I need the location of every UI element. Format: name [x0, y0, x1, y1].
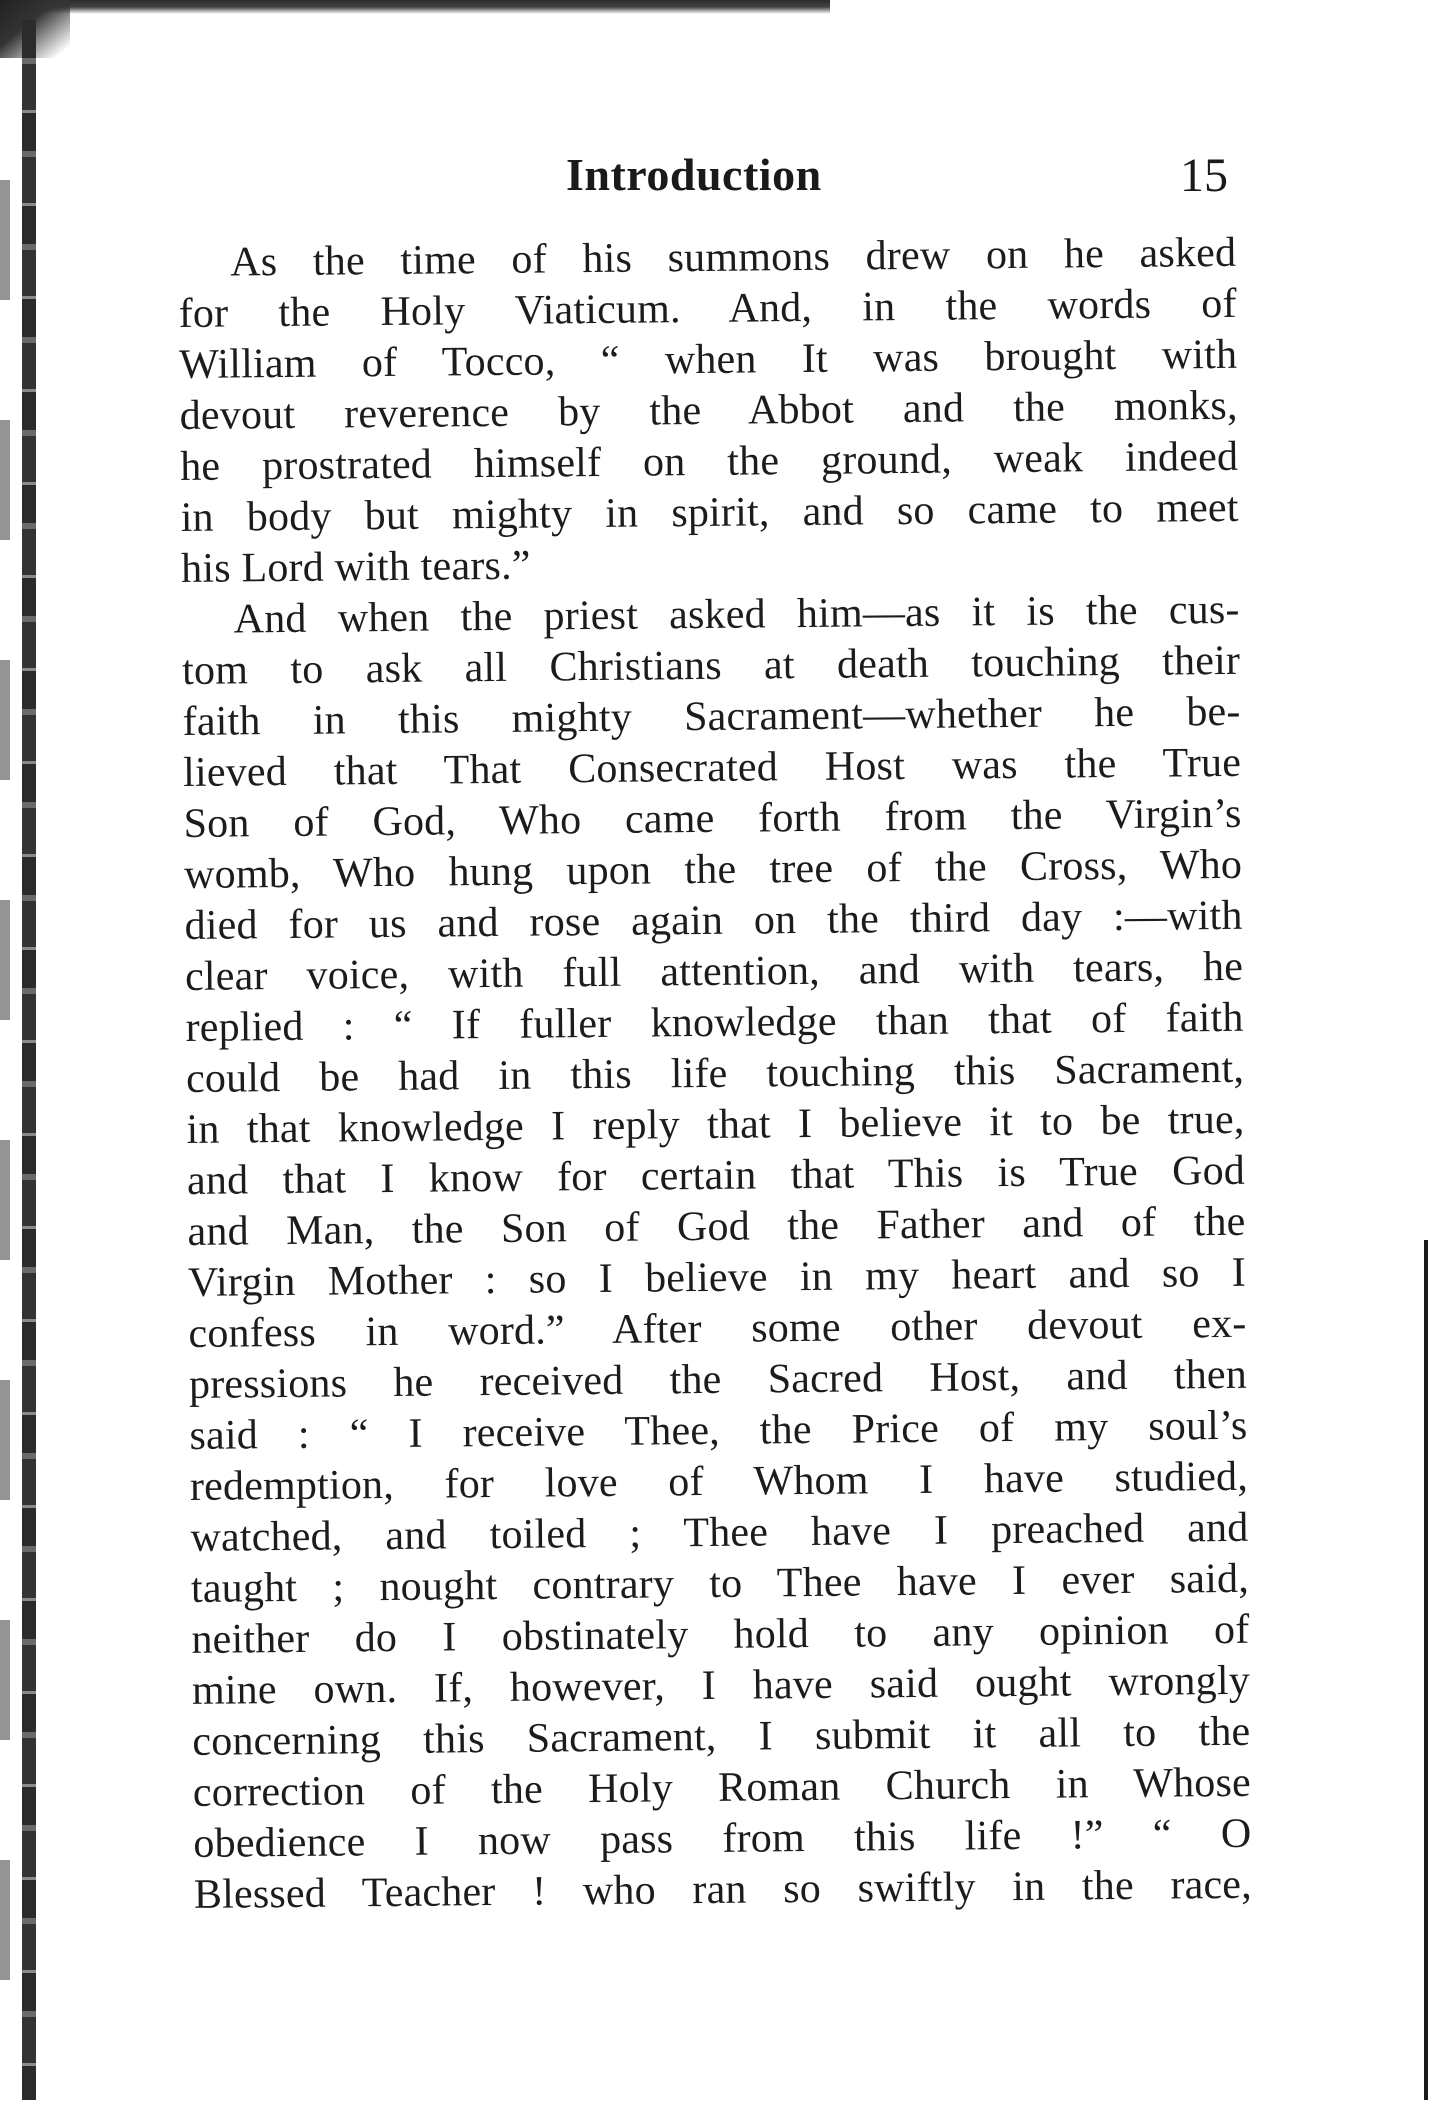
running-head-title: Introduction: [566, 149, 822, 200]
scan-right-edge: [1424, 1240, 1428, 2100]
scan-binding-edge: [22, 20, 36, 2100]
scan-top-edge: [0, 0, 830, 14]
text-line: correction of the Holy Roman Church in Whose: [192, 1759, 1252, 1816]
text-line: And when the priest asked him—as it is the cus-: [233, 586, 1240, 643]
text-line: died for us and rose again on the third day :—with: [184, 892, 1243, 949]
text-line: As the time of his summons drew on he asked: [230, 229, 1237, 286]
text-line: mine own. If, however, I have said ought wrongly: [191, 1657, 1251, 1714]
text-line: Blessed Teacher ! who ran so swiftly in the race,: [193, 1861, 1253, 1918]
text-line: lieved that That Consecrated Host was the True: [182, 739, 1242, 796]
text-line: devout reverence by the Abbot and the monks,: [179, 382, 1238, 439]
text-line: William of Tocco, “ when It was brought with: [178, 331, 1238, 388]
text-line: replied : “ If fuller knowledge than that of faith: [185, 994, 1244, 1051]
text-line: watched, and toiled ; Thee have I preached and: [190, 1504, 1249, 1561]
text-line: confess in word.” After some other devout ex-: [188, 1300, 1247, 1357]
text-line: obedience I now pass from this life !” “ O: [193, 1810, 1252, 1867]
text-line: pressions he received the Sacred Host, and then: [188, 1351, 1248, 1408]
text-line: and Man, the Son of God the Father and of the: [187, 1198, 1246, 1255]
scan-outer-left-edge: [0, 60, 10, 2100]
page-number: 15: [1180, 149, 1228, 202]
text-line: in that knowledge I reply that I believe it to be true,: [186, 1096, 1245, 1153]
text-line: Son of God, Who came forth from the Virgin’s: [183, 790, 1242, 847]
text-line: for the Holy Viaticum. And, in the words of: [178, 280, 1237, 337]
text-line: neither do I obstinately hold to any opinion of: [191, 1606, 1250, 1663]
text-line: and that I know for certain that This is True God: [186, 1147, 1246, 1204]
text-line: in body but mighty in spirit, and so came to meet: [180, 484, 1239, 541]
text-line: tom to ask all Christians at death touching their: [181, 637, 1241, 694]
text-line: could be had in this life touching this Sacrament,: [185, 1045, 1245, 1102]
body-text: [178, 228, 1252, 1921]
text-line: said : “ I receive Thee, the Price of my soul’s: [189, 1402, 1248, 1459]
text-line: redemption, for love of Whom I have studied,: [189, 1453, 1249, 1510]
text-line: taught ; nought contrary to Thee have I ever said,: [190, 1555, 1250, 1612]
text-line: he prostrated himself on the ground, weak indeed: [179, 433, 1239, 490]
text-line: concerning this Sacrament, I submit it all to the: [192, 1708, 1251, 1765]
text-line: clear voice, with full attention, and with tears, he: [184, 943, 1244, 1000]
text-line: Virgin Mother : so I believe in my heart and so I: [187, 1249, 1247, 1306]
text-line: his Lord with tears.”: [180, 542, 531, 592]
text-line: faith in this mighty Sacrament—whether he be-: [182, 688, 1241, 745]
text-line: womb, Who hung upon the tree of the Cross, Who: [183, 841, 1243, 898]
